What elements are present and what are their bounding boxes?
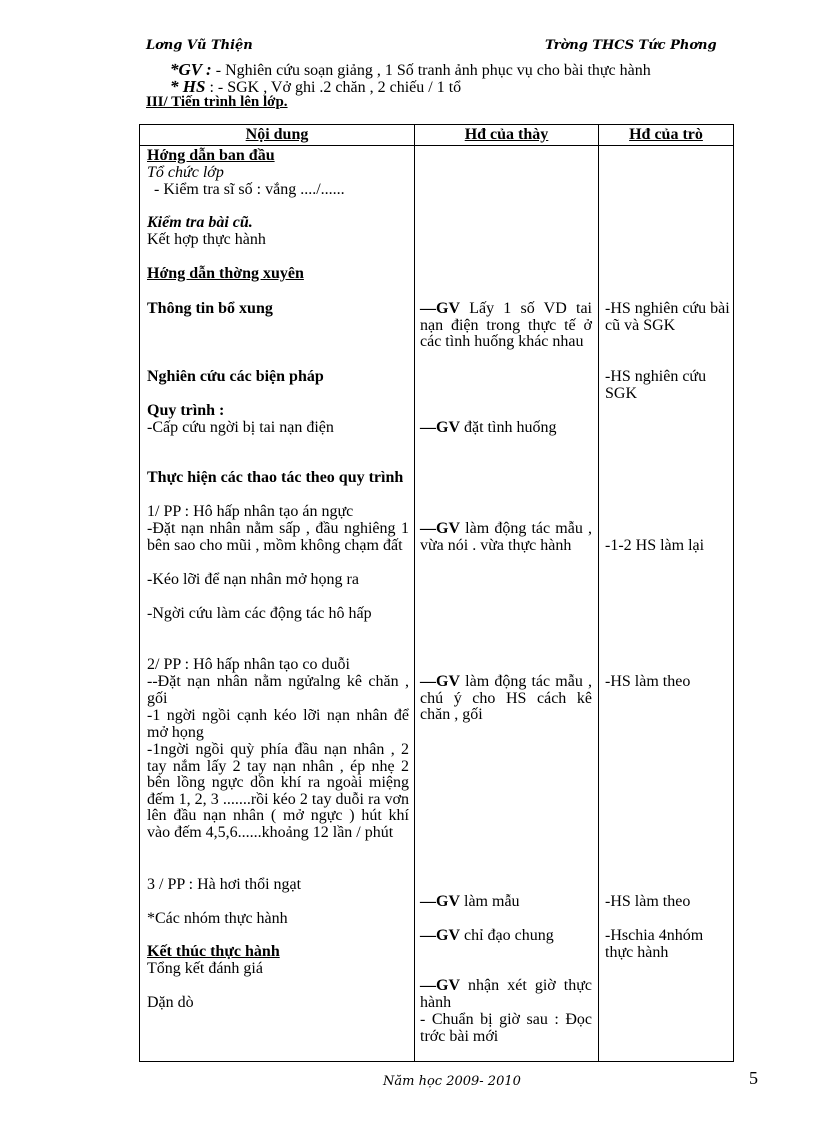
content-item: Thực hiện các thao tác theo quy trình: [147, 469, 404, 486]
student-item: -HS nghiên cứu bài cũ và SGK: [605, 300, 730, 334]
content-item: Dặn dò: [147, 994, 194, 1011]
content-column: [140, 146, 414, 1061]
content-item: - Kiểm tra sĩ số : vắng ..../......: [154, 181, 345, 198]
footer-school-year: Năm học 2009- 2010: [383, 1074, 521, 1089]
header-student: Hđ của trò: [599, 125, 734, 146]
header-school: Trờng THCS Tức Phơng: [545, 38, 717, 53]
header-content: Nội dung: [140, 125, 415, 146]
student-item: -Hschia 4nhóm thực hành: [605, 927, 704, 961]
hs-text: : - SGK , Vở ghi .2 chăn , 2 chiếu / 1 tổ: [205, 79, 462, 96]
content-item: 1/ PP : Hô hấp nhân tạo án ngực: [147, 503, 354, 520]
student-item: -HS làm theo: [605, 893, 691, 910]
content-item: -Cấp cứu ngời bị tai nạn điện: [147, 419, 334, 436]
content-item: -1ngời ngồi quỳ phía đầu nạn nhân , 2 tay nắm lấy 2 tay nạn nhân , ép nhẹ 2 bên lồng ngực dồn khí ra ngoài miệng đếm 1, 2, 3 .......rồi kéo 2 tay duỗi ra vơn lên đầu nạn nhân ( mở ngực ) hút khí vào đếm 4,5,6......khoảng 12 lần / phút: [147, 741, 409, 841]
content-item: Thông tin bổ xung: [147, 300, 273, 317]
teacher-item: —GV đặt tình huống: [420, 419, 557, 436]
teacher-item: —GV Lấy 1 số VD tai nạn điện trong thực tế ở các tình huống khác nhau: [420, 300, 592, 350]
student-item: -1-2 HS làm lại: [605, 537, 705, 554]
header-author: Lơng Vũ Thiện: [146, 38, 253, 53]
page-number: 5: [749, 1068, 758, 1088]
teacher-item: —GV chỉ đạo chung: [420, 927, 554, 944]
content-item: Hớng dẫn thờng xuyên: [147, 265, 304, 282]
student-column: [599, 146, 733, 1061]
content-item: --Đặt nạn nhân nằm ngửalng kê chăn , gối: [147, 673, 409, 707]
lesson-table: [139, 124, 734, 1062]
content-item: 3 / PP : Hà hơi thổi ngạt: [147, 876, 302, 893]
content-item: *Các nhóm thực hành: [147, 910, 288, 927]
teacher-item: —GV nhận xét giờ thực hành: [420, 977, 592, 1011]
hs-label: * HS: [170, 77, 206, 96]
teacher-item: - Chuẩn bị giờ sau : Đọc trớc bài mới: [420, 1011, 592, 1045]
content-item: Hớng dẫn ban đầu: [147, 147, 275, 164]
gv-text: - Nghiên cứu soạn giảng , 1 Số tranh ảnh phục vụ cho bài thực hành: [211, 62, 651, 79]
content-item: -Đặt nạn nhân nằm sấp , đầu nghiêng 1 bên sao cho mũi , mồm không chạm đất: [147, 520, 409, 554]
student-item: -HS làm theo: [605, 673, 691, 690]
teacher-item: —GV làm động tác mẫu , chú ý cho HS cách kê chăn , gối: [420, 673, 592, 723]
content-item: -Ngời cứu làm các động tác hô hấp: [147, 605, 372, 622]
teacher-column: [415, 146, 598, 1061]
section-title: III/ Tiến trình lên lớp.: [146, 94, 288, 110]
content-item: -Kéo lỡi để nạn nhân mở họng ra: [147, 571, 359, 588]
teacher-item: —GV làm động tác mẫu , vừa nói . vừa thực hành: [420, 520, 592, 554]
content-item: Kiểm tra bài cũ.: [147, 214, 253, 231]
content-item: Nghiên cứu các biện pháp: [147, 368, 324, 385]
content-item: -1 ngời ngồi cạnh kéo lỡi nạn nhân để mở họng: [147, 707, 409, 741]
header-teacher: Hđ của thày: [415, 125, 599, 146]
content-item: Tổ chức lớp: [147, 164, 224, 181]
content-item: Kết hợp thực hành: [147, 231, 266, 248]
teacher-item: —GV làm mẫu: [420, 893, 520, 910]
student-item: -HS nghiên cứu SGK: [605, 368, 707, 402]
content-item: Kết thúc thực hành: [147, 943, 280, 960]
gv-label: *GV :: [170, 60, 212, 79]
content-item: Quy trình :: [147, 402, 225, 419]
content-item: 2/ PP : Hô hấp nhân tạo co duỗi: [147, 656, 350, 673]
content-item: Tổng kết đánh giá: [147, 960, 263, 977]
